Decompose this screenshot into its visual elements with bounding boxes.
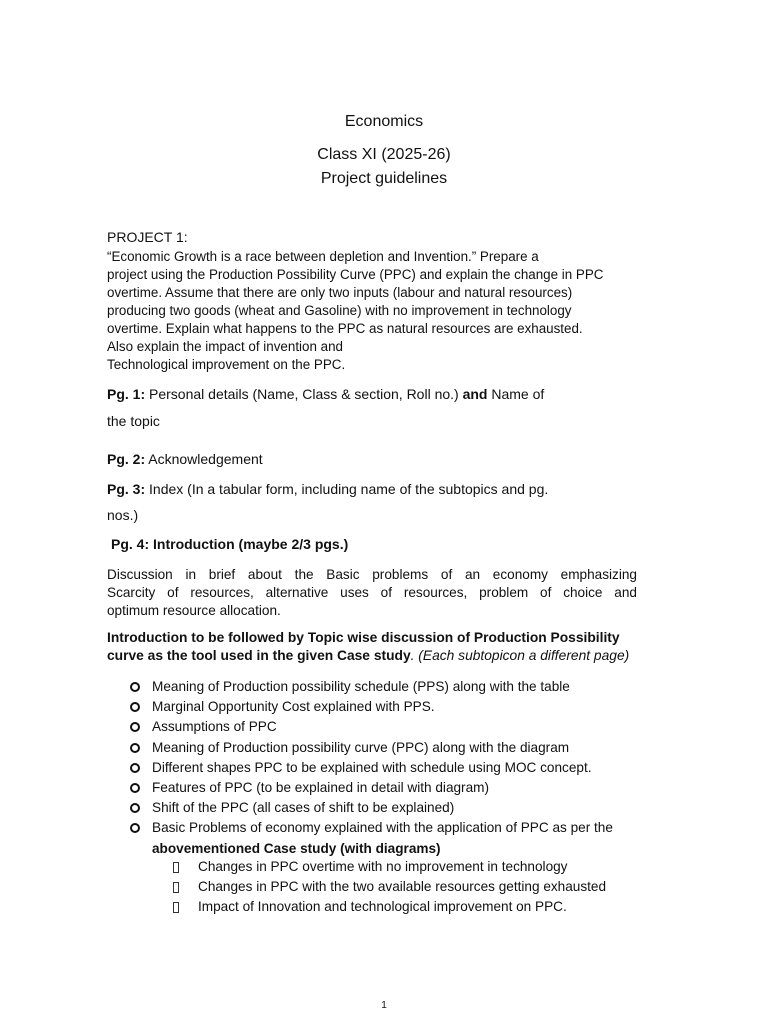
list-item: Different shapes PPC to be explained with schedule using MOC concept. [130,758,613,778]
page-1-label: Pg. 1: [107,386,146,402]
page-3-text: Index (In a tabular form, including name of the subtopics and pg. [149,481,549,497]
case-study-sublist [173,857,606,918]
circle-bullet-icon [130,783,140,793]
page-1-continuation: the topic [107,413,160,429]
description-line: Also explain the impact of invention and [107,339,343,354]
page-2-label: Pg. 2: [107,451,146,467]
subtopic-list [130,677,613,859]
lead-italic-note: . (Each subtopicon a different page) [410,648,630,663]
page-1-line [107,386,544,402]
page-1-text: Personal details (Name, Class & section, Roll no.) [149,386,459,402]
project-title: PROJECT 1: [107,229,188,245]
circle-bullet-icon [130,722,140,732]
page-2-line [107,451,263,467]
project-description [107,248,667,374]
intro-line: optimum resource allocation. [107,603,281,618]
box-bullet-icon [173,902,179,913]
description-line: overtime. Assume that there are only two inputs (labour and natural resources) [107,285,573,300]
intro-line: Scarcity of resources, alternative uses of resources, problem of choice and [107,585,637,600]
topic-discussion-note [107,629,667,665]
box-bullet-icon [173,862,179,873]
list-item: Basic Problems of economy explained with the application of PPC as per the [130,818,613,838]
sub-list-item: Changes in PPC with the two available resources getting exhausted [173,877,606,897]
description-line: “Economic Growth is a race between depletion and Invention.” Prepare a [107,249,539,264]
page-3-line [107,481,548,497]
list-item: Meaning of Production possibility schedule (PPS) along with the table [130,677,613,697]
circle-bullet-icon [130,702,140,712]
lead-line-1: Introduction to be followed by Topic wise discussion of Production Possibility [107,630,620,645]
list-item: Features of PPC (to be explained in detail with diagram) [130,778,613,798]
page-3-label: Pg. 3: [107,481,146,497]
page-4-label: Pg. 4: [111,536,150,552]
description-line: overtime. Explain what happens to the PPC as natural resources are exhausted. [107,321,583,336]
page-4-text: Introduction (maybe 2/3 pgs.) [153,536,349,552]
lead-line-2: curve as the tool used in the given Case study [107,648,411,663]
sub-list-item: Impact of Innovation and technological improvement on PPC. [173,897,606,917]
class-heading: Class XI (2025-26) [317,146,451,163]
page-3-continuation: nos.) [107,507,139,523]
description-line: producing two goods (wheat and Gasoline) with no improvement in technology [107,303,572,318]
list-item: Marginal Opportunity Cost explained with PPS. [130,697,613,717]
page-2-text: Acknowledgement [148,451,263,467]
subject-heading: Economics [344,113,424,130]
circle-bullet-icon [130,763,140,773]
list-item: Assumptions of PPC [130,717,613,737]
list-item: Meaning of Production possibility curve (PPC) along with the diagram [130,738,613,758]
sub-list-item: Changes in PPC overtime with no improvement in technology [173,857,606,877]
circle-bullet-icon [130,803,140,813]
page-1-bold: and [462,386,488,402]
introduction-description [107,566,637,620]
intro-line: Discussion in brief about the Basic problems of an economy emphasizing [107,567,637,582]
description-line: Technological improvement on the PPC. [107,357,346,372]
guidelines-heading: Project guidelines [320,170,448,187]
circle-bullet-icon [130,823,140,833]
page-number: 1 [381,1000,387,1011]
circle-bullet-icon [130,743,140,753]
box-bullet-icon [173,882,179,893]
list-item: Shift of the PPC (all cases of shift to be explained) [130,798,613,818]
page-4-line [111,536,348,552]
description-line: project using the Production Possibility Curve (PPC) and explain the change in PPC [107,267,604,282]
list-item-continuation: abovementioned Case study (with diagrams) [152,840,441,856]
page-1-text-2: Name of [491,386,545,402]
circle-bullet-icon [130,682,140,692]
